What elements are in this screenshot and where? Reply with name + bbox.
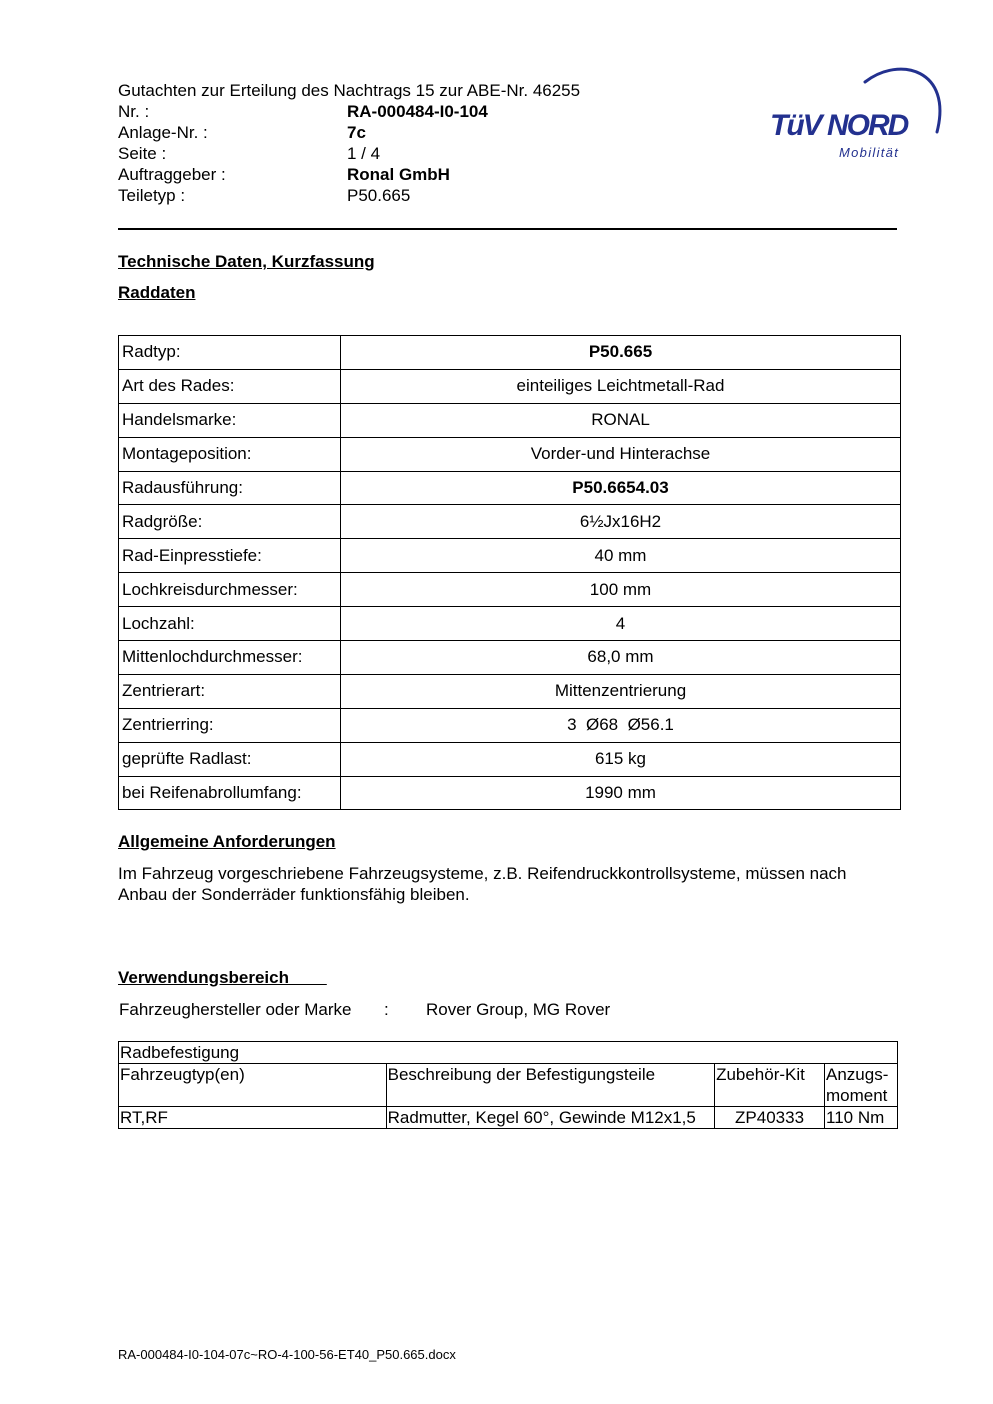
raddaten-label: Handelsmarke:: [119, 403, 341, 437]
raddaten-row: [119, 776, 901, 810]
seite-value: 1 / 4: [347, 144, 381, 163]
raddaten-label: bei Reifenabrollumfang:: [119, 776, 341, 810]
raddaten-value: Vorder-und Hinterachse: [341, 437, 901, 471]
raddaten-row: [119, 641, 901, 675]
raddaten-value: 3 Ø68 Ø56.1: [341, 708, 901, 742]
section-raddaten: Raddaten: [118, 283, 196, 302]
raddaten-value: P50.665: [341, 336, 901, 370]
raddaten-label: Montageposition:: [119, 437, 341, 471]
auftraggeber-value: Ronal GmbH: [347, 165, 450, 184]
raddaten-label: Radtyp:: [119, 336, 341, 370]
header-beschreibung: Beschreibung der Befestigungsteile: [386, 1064, 714, 1107]
header-anzugsmoment: Anzugs-moment: [825, 1064, 898, 1107]
raddaten-row: [119, 336, 901, 370]
nr-label: Nr. :: [118, 102, 150, 121]
raddaten-row: [119, 674, 901, 708]
radbefestigung-table: [118, 1041, 898, 1129]
raddaten-value: 100 mm: [341, 573, 901, 607]
section-allgemeine-anforderungen: Allgemeine Anforderungen: [118, 832, 336, 851]
raddaten-value: 4: [341, 607, 901, 641]
raddaten-row: [119, 742, 901, 776]
nr-value: RA-000484-I0-104: [347, 102, 488, 121]
raddaten-table: [118, 335, 901, 810]
raddaten-row: [119, 539, 901, 573]
raddaten-value: 6½Jx16H2: [341, 505, 901, 539]
cell-zubehoer-kit: ZP40333: [715, 1107, 825, 1129]
raddaten-value: einteiliges Leichtmetall-Rad: [341, 369, 901, 403]
raddaten-label: Lochkreisdurchmesser:: [119, 573, 341, 607]
teiletyp-value: P50.665: [347, 186, 411, 205]
raddaten-value: RONAL: [341, 403, 901, 437]
raddaten-label: geprüfte Radlast:: [119, 742, 341, 776]
section-technische-daten: Technische Daten, Kurzfassung: [118, 252, 375, 271]
raddaten-value: 615 kg: [341, 742, 901, 776]
tuv-nord-logo: TüV NORD: [770, 109, 908, 142]
header-fahrzeugtyp: Fahrzeugtyp(en): [119, 1064, 387, 1107]
fahrzeughersteller-sep: :: [384, 1000, 389, 1019]
auftraggeber-label: Auftraggeber :: [118, 165, 226, 184]
section-verwendungsbereich: Verwendungsbereich: [118, 968, 289, 987]
seite-label: Seite :: [118, 144, 167, 163]
raddaten-value: 40 mm: [341, 539, 901, 573]
raddaten-row: [119, 403, 901, 437]
raddaten-label: Lochzahl:: [119, 607, 341, 641]
cell-fahrzeugtyp: RT,RF: [119, 1107, 387, 1129]
raddaten-row: [119, 437, 901, 471]
raddaten-row: [119, 505, 901, 539]
raddaten-value: Mittenzentrierung: [341, 674, 901, 708]
allgemeine-text: Im Fahrzeug vorgeschriebene Fahrzeugsysteme, z.B. Reifendruckkontrollsysteme, müssen nach Anbau der Sonderräder funktionsfähig bleiben.: [118, 864, 847, 904]
raddaten-value: 68,0 mm: [341, 641, 901, 675]
radbefestigung-title: Radbefestigung: [119, 1042, 898, 1064]
raddaten-row: [119, 607, 901, 641]
raddaten-row: [119, 708, 901, 742]
raddaten-label: Rad-Einpresstiefe:: [119, 539, 341, 573]
cell-beschreibung: Radmutter, Kegel 60°, Gewinde M12x1,5: [386, 1107, 714, 1129]
fahrzeughersteller-label: Fahrzeughersteller oder Marke: [119, 1000, 352, 1019]
raddaten-label: Zentrierring:: [119, 708, 341, 742]
raddaten-row: [119, 573, 901, 607]
raddaten-label: Art des Rades:: [119, 369, 341, 403]
raddaten-label: Radausführung:: [119, 471, 341, 505]
document-title: Gutachten zur Erteilung des Nachtrags 15 zur ABE-Nr. 46255: [118, 81, 581, 100]
header-zubehoer-kit: Zubehör-Kit: [715, 1064, 825, 1107]
raddaten-value: P50.6654.03: [341, 471, 901, 505]
header-divider: [118, 228, 897, 230]
fahrzeughersteller-value: Rover Group, MG Rover: [426, 1000, 611, 1019]
raddaten-row: [119, 369, 901, 403]
logo-subtitle: Mobilität: [839, 145, 900, 160]
raddaten-row: [119, 471, 901, 505]
anlage-label: Anlage-Nr. :: [118, 123, 208, 142]
raddaten-label: Zentrierart:: [119, 674, 341, 708]
anlage-value: 7c: [347, 123, 366, 142]
cell-anzugsmoment: 110 Nm: [825, 1107, 898, 1129]
raddaten-label: Radgröße:: [119, 505, 341, 539]
teiletyp-label: Teiletyp :: [118, 186, 186, 205]
raddaten-value: 1990 mm: [341, 776, 901, 810]
footer-filename: RA-000484-I0-104-07c~RO-4-100-56-ET40_P50.665.docx: [118, 1347, 456, 1362]
raddaten-label: Mittenlochdurchmesser:: [119, 641, 341, 675]
